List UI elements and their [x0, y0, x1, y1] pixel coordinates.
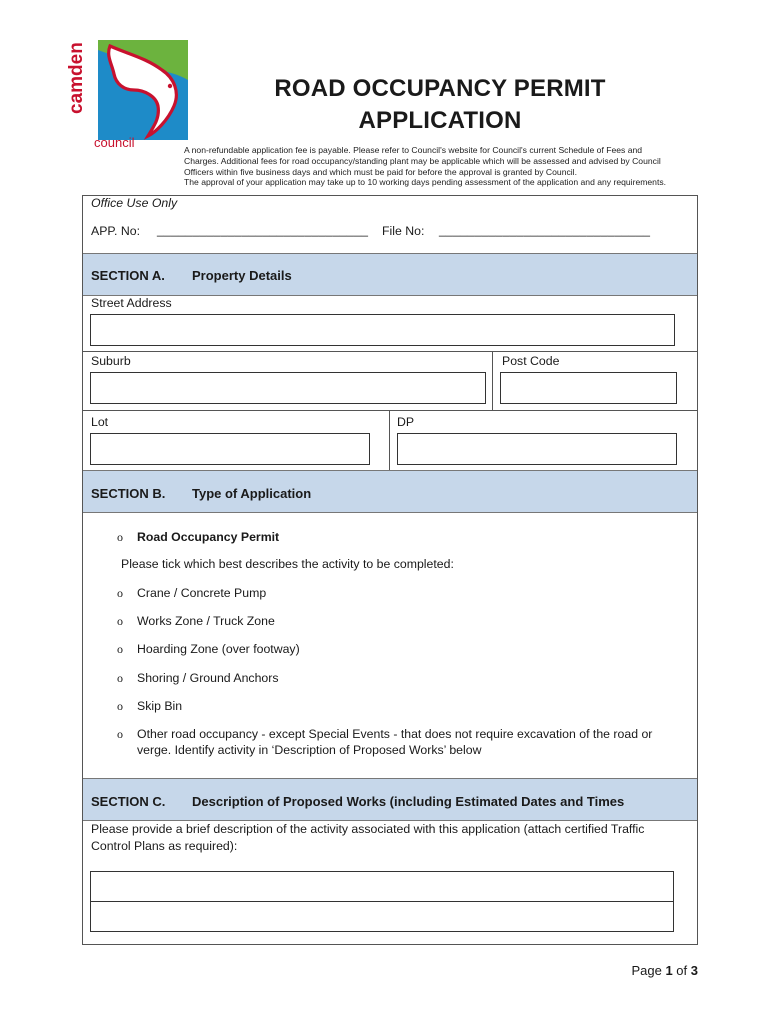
option-label: Road Occupancy Permit	[137, 530, 280, 544]
activity-instruction: Please tick which best describes the activity to be completed:	[121, 557, 454, 571]
page-word: Page	[631, 963, 662, 978]
intro-line-3: Officers within five business days and which must be paid for before the approval is granted by Council.	[184, 166, 577, 177]
street-address-field[interactable]	[90, 314, 675, 346]
street-address-label: Street Address	[91, 296, 172, 310]
section-a-header	[83, 253, 697, 296]
option-label: Works Zone / Truck Zone	[137, 614, 275, 628]
section-c-title: Description of Proposed Works (including Estimated Dates and Times	[192, 794, 625, 809]
description-field-line-2[interactable]	[90, 901, 674, 932]
divider-line	[83, 351, 697, 352]
section-b-title: Type of Application	[192, 486, 312, 501]
title-line-1: ROAD OCCUPANCY PERMIT	[274, 75, 606, 102]
app-no-label: APP. No:	[91, 224, 140, 238]
option-label: Skip Bin	[137, 699, 183, 713]
checkbox-icon[interactable]: o	[117, 699, 123, 713]
option-label: Shoring / Ground Anchors	[137, 671, 279, 685]
dp-field[interactable]	[397, 433, 677, 465]
camden-council-logo	[66, 40, 190, 152]
divider-line-vertical	[492, 351, 493, 410]
divider-line-vertical	[389, 410, 390, 470]
section-a-title: Property Details	[192, 268, 292, 283]
intro-line-2: Charges. Additional fees for road occupancy/standing plant may be applicable which will be assessed and advised by Council	[184, 155, 661, 166]
description-instruction-line-1: Please provide a brief description of the activity associated with this application (attach certified Traffic	[91, 822, 645, 836]
office-use-heading: Office Use Only	[91, 196, 178, 210]
option-label-line-1: Other road occupancy - except Special Events - that does not require excavation of the road or	[137, 727, 653, 741]
section-c-header	[83, 778, 697, 821]
intro-line-1: A non-refundable application fee is payable. Please refer to Council's website for Council's current Schedule of Fees and	[184, 145, 643, 155]
section-b-header	[83, 470, 697, 513]
option-label-line-2: verge. Identify activity in ‘Description of Proposed Works’ below	[137, 743, 482, 757]
section-a-code: SECTION A.	[91, 268, 165, 283]
checkbox-icon[interactable]: o	[117, 727, 123, 741]
suburb-label: Suburb	[91, 354, 131, 368]
checkbox-icon[interactable]: o	[117, 530, 123, 544]
checkbox-icon[interactable]: o	[117, 671, 123, 685]
file-no-field[interactable]: ______________________________	[439, 223, 651, 237]
title-line-2: APPLICATION	[358, 107, 522, 134]
lot-field[interactable]	[90, 433, 370, 465]
postcode-label: Post Code	[502, 354, 560, 368]
page-number	[600, 963, 698, 978]
description-instruction-line-2: Control Plans as required):	[91, 839, 238, 853]
page-current: 1	[665, 963, 673, 978]
option-label: Crane / Concrete Pump	[137, 586, 267, 600]
section-b-code: SECTION B.	[91, 486, 166, 501]
checkbox-icon[interactable]: o	[117, 614, 123, 628]
divider-line	[83, 410, 697, 411]
lot-label: Lot	[91, 415, 109, 429]
of-word: of	[676, 963, 688, 978]
logo-word-camden: camden	[66, 42, 87, 114]
suburb-field[interactable]	[90, 372, 486, 404]
intro-line-4: The approval of your application may take up to 10 working days pending assessment of the application and any requirements.	[184, 177, 667, 188]
description-field-line-1[interactable]	[90, 871, 674, 902]
intro-text	[184, 145, 704, 188]
postcode-field[interactable]	[500, 372, 677, 404]
checkbox-icon[interactable]: o	[117, 586, 123, 600]
description-instruction	[91, 821, 644, 855]
file-no-label: File No:	[382, 224, 425, 238]
section-c-code: SECTION C.	[91, 794, 166, 809]
logo-word-council: council	[94, 135, 135, 150]
page-total: 3	[690, 963, 698, 978]
checkbox-icon[interactable]: o	[117, 642, 123, 656]
app-no-field[interactable]: ______________________________	[157, 223, 369, 237]
option-label: Hoarding Zone (over footway)	[137, 642, 300, 656]
dp-label: DP	[397, 415, 415, 429]
